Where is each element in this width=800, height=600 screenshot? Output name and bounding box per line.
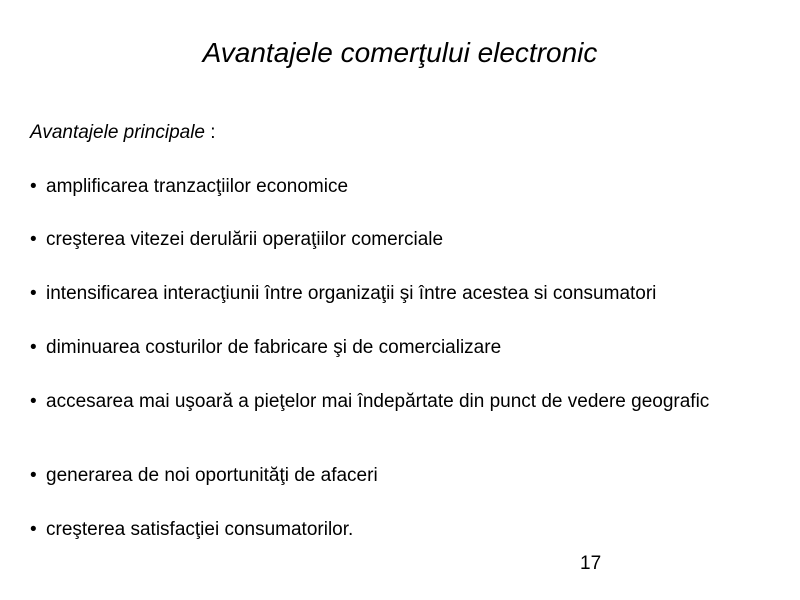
bullet-dot: • xyxy=(30,229,37,250)
bullet-item xyxy=(30,465,780,487)
slide-title: Avantajele comerţului electronic xyxy=(202,37,598,68)
bullet-dot: • xyxy=(30,337,37,358)
bullet-dot: • xyxy=(30,465,37,486)
bullet-item xyxy=(30,391,780,413)
bullet-item xyxy=(30,337,780,359)
bullet-text: creşterea satisfacţiei consumatorilor. xyxy=(46,519,354,540)
subtitle xyxy=(30,120,216,146)
bullet-text: creşterea vitezei derulării operaţiilor comerciale xyxy=(46,229,444,250)
bullet-dot: • xyxy=(30,391,37,412)
bullet-item xyxy=(30,283,780,305)
bullet-item xyxy=(30,229,780,251)
subtitle-suffix: : xyxy=(205,122,216,143)
bullet-item xyxy=(30,176,780,198)
bullet-text: amplificarea tranzacţiilor economice xyxy=(46,176,349,197)
bullet-dot: • xyxy=(30,176,37,197)
subtitle-label: Avantajele principale xyxy=(30,122,205,143)
bullet-dot: • xyxy=(30,283,37,304)
bullet-dot: • xyxy=(30,519,37,540)
bullet-text: generarea de noi oportunităţi de afaceri xyxy=(46,465,378,486)
bullet-text: intensificarea interacţiunii între organizaţii şi între acestea si consumatori xyxy=(46,283,657,304)
page-number: 17 xyxy=(580,553,602,574)
bullet-item xyxy=(30,519,780,541)
bullet-text: accesarea mai uşoară a pieţelor mai îndepărtate din punct de vedere geografic xyxy=(46,391,710,412)
bullet-text: diminuarea costurilor de fabricare şi de comercializare xyxy=(46,337,502,358)
